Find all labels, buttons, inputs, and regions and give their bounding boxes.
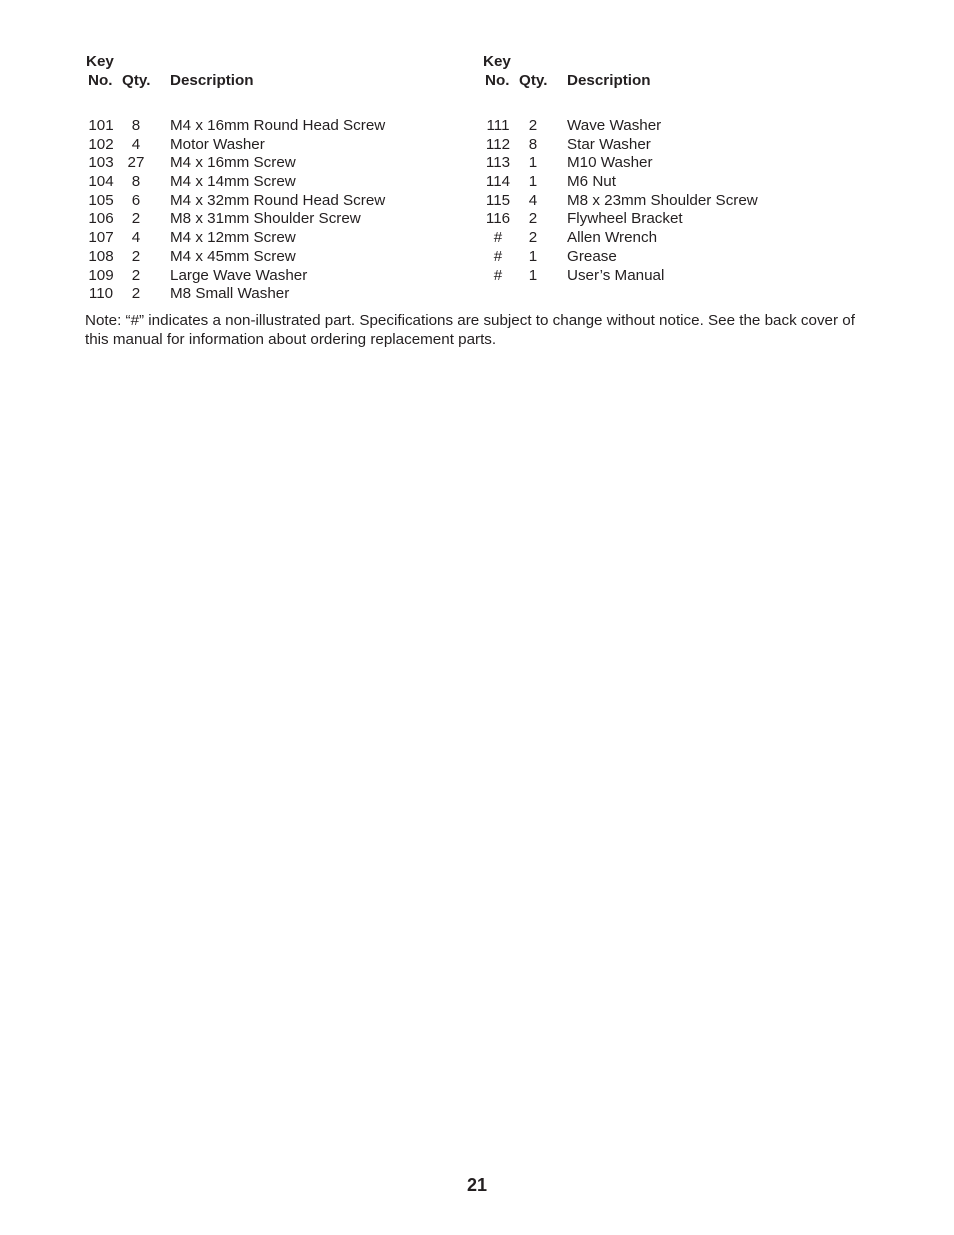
parts-table-right [483, 53, 883, 285]
quantity: 2 [528, 117, 538, 134]
no-header: No. [88, 72, 113, 89]
part-description: M4 x 32mm Round Head Screw [170, 191, 386, 209]
key-number: 103 [88, 154, 114, 172]
no-header: No. [485, 72, 510, 89]
qty-header: Qty. [519, 72, 548, 89]
table-header [483, 53, 883, 91]
part-description: Motor Washer [170, 135, 265, 153]
quantity: 2 [131, 210, 141, 228]
part-description: Grease [567, 247, 617, 265]
key-number: 102 [88, 135, 114, 153]
table-header [86, 53, 486, 91]
part-description: Flywheel Bracket [567, 210, 683, 228]
part-description: M4 x 45mm Screw [170, 247, 296, 265]
part-description: M10 Washer [567, 154, 653, 172]
part-description: Wave Washer [567, 117, 662, 134]
part-description: M8 x 23mm Shoulder Screw [567, 191, 758, 209]
qty-header: Qty. [122, 72, 151, 89]
quantity: 8 [131, 117, 141, 134]
key-number: 116 [485, 210, 511, 228]
table-row [483, 210, 883, 229]
quantity: 8 [131, 173, 141, 191]
quantity: 6 [131, 191, 141, 209]
parts-rows-left [86, 117, 486, 304]
part-description: M4 x 12mm Screw [170, 229, 296, 247]
key-number: 101 [88, 117, 114, 134]
key-number: # [493, 266, 503, 284]
key-header: Key [86, 53, 114, 70]
description-header: Description [567, 72, 651, 89]
table-row [86, 117, 486, 136]
parts-rows-right [483, 117, 883, 285]
key-header: Key [483, 53, 511, 70]
table-row [86, 173, 486, 192]
key-number: 107 [88, 229, 114, 247]
part-description: M8 x 31mm Shoulder Screw [170, 210, 361, 228]
quantity: 4 [131, 229, 141, 247]
part-description: M4 x 16mm Round Head Screw [170, 117, 386, 134]
key-number: 110 [88, 285, 114, 303]
table-row [483, 229, 883, 248]
table-row [483, 154, 883, 173]
part-description: Allen Wrench [567, 229, 658, 247]
quantity: 2 [131, 285, 141, 303]
quantity: 2 [528, 229, 538, 247]
table-row [86, 229, 486, 248]
table-row [483, 117, 883, 136]
key-number: 108 [88, 247, 114, 265]
table-row [483, 192, 883, 211]
table-row [86, 267, 486, 286]
table-row [483, 173, 883, 192]
quantity: 1 [528, 247, 538, 265]
part-description: M8 Small Washer [170, 285, 290, 303]
key-number: 104 [88, 173, 114, 191]
key-number: 112 [485, 135, 511, 153]
table-row [86, 210, 486, 229]
key-number: 106 [88, 210, 114, 228]
part-description: M4 x 16mm Screw [170, 154, 296, 172]
table-row [483, 248, 883, 267]
quantity: 1 [528, 154, 538, 172]
table-row [86, 192, 486, 211]
part-description: Star Washer [567, 135, 651, 153]
key-number: # [493, 229, 503, 247]
quantity: 4 [131, 135, 141, 153]
key-number: 109 [88, 266, 114, 284]
note-text: Note: “#” indicates a non-illustrated part. Specifications are subject to change without notice. See the back cover of this manual for information about ordering replacement parts. [85, 312, 855, 348]
part-description: User’s Manual [567, 266, 665, 284]
quantity: 2 [131, 247, 141, 265]
quantity: 4 [528, 191, 538, 209]
table-row [86, 248, 486, 267]
key-number: 105 [88, 191, 114, 209]
page-number: 21 [466, 1175, 488, 1195]
key-number: 113 [485, 154, 511, 172]
key-number: 111 [486, 117, 510, 134]
key-number: 115 [485, 191, 511, 209]
table-row [483, 136, 883, 155]
quantity: 8 [528, 135, 538, 153]
table-row [86, 285, 486, 304]
quantity: 27 [127, 154, 145, 172]
description-header: Description [170, 72, 254, 89]
part-description: M6 Nut [567, 173, 616, 191]
part-description: M4 x 14mm Screw [170, 173, 296, 191]
quantity: 1 [528, 266, 538, 284]
quantity: 2 [131, 266, 141, 284]
parts-table-left [86, 53, 486, 304]
part-description: Large Wave Washer [170, 266, 308, 284]
key-number: 114 [485, 173, 511, 191]
key-number: # [493, 247, 503, 265]
quantity: 1 [528, 173, 538, 191]
table-row [86, 136, 486, 155]
table-row [483, 267, 883, 286]
quantity: 2 [528, 210, 538, 228]
table-row [86, 154, 486, 173]
